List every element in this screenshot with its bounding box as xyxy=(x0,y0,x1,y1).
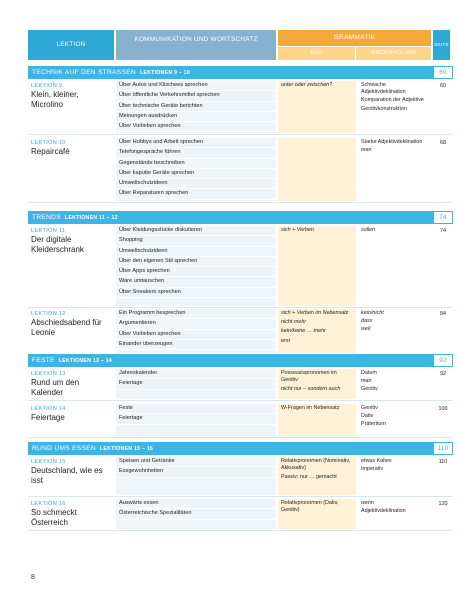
lesson-row xyxy=(28,138,453,201)
lesson-page: 84 xyxy=(440,311,446,317)
lesson-row xyxy=(28,457,453,495)
grammatik-wiederholung-item: Präteritum xyxy=(361,421,386,428)
grammatik-wiederholung-cell xyxy=(359,499,431,515)
lesson-cell xyxy=(28,81,110,109)
kommunikation-item: Essgewohnheiten xyxy=(116,467,276,477)
lesson-title: So schmeckt Österreich xyxy=(31,508,77,527)
grammatik-neu-cell xyxy=(278,457,356,495)
kommunikation-cell xyxy=(116,499,276,529)
grammatik-wiederholung-cell xyxy=(359,81,431,113)
row-divider xyxy=(28,307,453,308)
kommunikation-item: Über Apps sprechen xyxy=(116,267,276,277)
lesson-number: LEKTION 15 xyxy=(31,459,66,465)
grammatik-wiederholung-item: Genitivkonstruktion xyxy=(361,105,407,112)
grammatik-neu-item: erst xyxy=(281,337,290,344)
kommunikation-item: Gegenstände beschreiben xyxy=(116,159,276,169)
topic-page: 92 xyxy=(433,354,453,367)
lesson-row xyxy=(28,499,453,529)
grammatik-neu-item: W-Fragen im Nebensatz xyxy=(281,405,340,411)
grammatik-neu-cell xyxy=(278,404,356,436)
grammatik-wiederholung-item: Datum xyxy=(361,370,377,376)
row-divider xyxy=(28,400,453,401)
kommunikation-cell xyxy=(116,81,276,133)
lesson-row xyxy=(28,81,453,133)
grammatik-neu-item: sich + Verben im Nebensatz xyxy=(281,310,349,316)
grammatik-neu-cell xyxy=(278,309,356,353)
grammatik-wiederholung-item: Starke Adjektivdeklination xyxy=(361,139,423,145)
grammatik-wiederholung-item: kein/nicht xyxy=(361,310,384,316)
grammatik-wiederholung-cell xyxy=(359,138,431,154)
grammatik-neu-item: kein/keine … mehr xyxy=(281,328,326,335)
topic-lessons: LEKTIONEN 13 – 14 xyxy=(58,358,112,364)
row-divider xyxy=(28,437,453,438)
row-divider xyxy=(28,202,453,203)
kommunikation-cell xyxy=(116,457,276,495)
topic-title: FESTE xyxy=(32,357,55,364)
lesson-number: LEKTION 12 xyxy=(31,311,66,317)
kommunikation-item: Über Hobbys und Arbeit sprechen xyxy=(116,138,276,148)
grammatik-wiederholung-item: sollen xyxy=(361,227,376,233)
topic-lessons: LEKTIONEN 11 – 12 xyxy=(64,215,118,221)
header-kommunikation: KOMMUNIKATION UND WORTSCHATZ xyxy=(116,30,276,60)
grammatik-wiederholung-item: man xyxy=(361,378,372,385)
lesson-row xyxy=(28,369,453,399)
grammatik-neu-item: nicht mehr xyxy=(281,319,307,326)
grammatik-wiederholung-item: dass xyxy=(361,318,373,325)
lesson-cell xyxy=(28,499,110,527)
lesson-page: 68 xyxy=(440,140,446,146)
kommunikation-item: Telefongespräche führen xyxy=(116,148,276,158)
lesson-cell xyxy=(28,369,110,397)
lesson-number: LEKTION 10 xyxy=(31,140,66,146)
lesson-title: Abschiedsabend für Leonie xyxy=(31,318,102,337)
lesson-page: 120 xyxy=(438,501,448,507)
kommunikation-item: Über Autos und Klischees sprechen xyxy=(116,81,276,91)
lesson-cell xyxy=(28,138,110,157)
grammatik-wiederholung-item: Imperativ xyxy=(361,466,384,473)
contents-table xyxy=(28,30,449,527)
grammatik-wiederholung-cell xyxy=(359,457,431,473)
grammatik-neu-item: Relativpronomen (Dativ, Genitiv) xyxy=(281,500,339,514)
grammatik-neu-cell xyxy=(278,81,356,133)
lesson-cell xyxy=(28,226,110,254)
lesson-title: Deutschland, wie es isst xyxy=(31,466,103,485)
header-grammatik: GRAMMATIK xyxy=(278,30,431,46)
lesson-title: Rund um den Kalender xyxy=(31,378,80,397)
kommunikation-item: Jahreskalender xyxy=(116,369,276,379)
kommunikation-item: Umweltschutzideen xyxy=(116,179,276,189)
kommunikation-item: Über kaputte Geräte sprechen xyxy=(116,169,276,179)
kommunikation-item: Umweltschutzideen xyxy=(116,247,276,257)
kommunikation-cell xyxy=(116,309,276,353)
grammatik-neu-item: sich + Verben xyxy=(281,227,314,233)
lesson-page: 110 xyxy=(438,459,448,465)
grammatik-wiederholung-item: Genitiv xyxy=(361,405,378,411)
lesson-row xyxy=(28,404,453,436)
topic-page: 110 xyxy=(433,442,453,455)
grammatik-neu-item: Relativpronomen (Nominativ, Akkusativ) xyxy=(281,458,351,472)
topic-title: TRENDS xyxy=(32,214,61,221)
topic-title: TECHNIK AUF DEN STRASSEN xyxy=(32,69,136,76)
lesson-title: Klein, kleiner, Microlino xyxy=(31,90,79,109)
kommunikation-cell xyxy=(116,138,276,201)
kommunikation-item: Einander überzeugen xyxy=(116,340,276,350)
topic-title: RUND UMS ESSEN xyxy=(32,445,96,452)
grammatik-wiederholung-item: Adjektivdeklination xyxy=(361,508,406,515)
kommunikation-item: Über Vorlieben sprechen xyxy=(116,122,276,132)
kommunikation-item: Auswärts essen xyxy=(116,499,276,509)
grammatik-wiederholung-item: wenn xyxy=(361,500,374,506)
header-seite: SEITE xyxy=(433,30,450,60)
kommunikation-item: Feiertage xyxy=(116,414,276,424)
kommunikation-item: Über Kleidungsstücke diskutieren xyxy=(116,226,276,236)
kommunikation-item: Über den eigenen Stil sprechen xyxy=(116,257,276,267)
lesson-cell xyxy=(28,457,110,485)
lesson-number: LEKTION 13 xyxy=(31,371,66,377)
kommunikation-item: Speisen und Getränke xyxy=(116,457,276,467)
page-number: 8 xyxy=(31,574,35,581)
topic-lessons: LEKTIONEN 9 – 10 xyxy=(139,70,190,76)
topic-bar xyxy=(28,66,453,79)
lesson-page: 74 xyxy=(440,228,446,234)
row-divider xyxy=(28,530,453,531)
topic-bar xyxy=(28,211,453,224)
grammatik-wiederholung-item: weil xyxy=(361,326,371,333)
kommunikation-item: Über öffentliche Verkehrsmittel sprechen xyxy=(116,91,276,101)
lesson-row xyxy=(28,226,453,306)
grammatik-neu-cell xyxy=(278,499,356,529)
grammatik-wiederholung-item: Dativ xyxy=(361,413,374,420)
kommunikation-item: Meinungen ausdrücken xyxy=(116,112,276,122)
lesson-page: 100 xyxy=(438,406,448,412)
header-wiederholung: WIEDERHOLUNG xyxy=(356,47,431,60)
lesson-number: LEKTION 14 xyxy=(31,406,66,412)
lesson-cell xyxy=(28,309,110,337)
kommunikation-cell xyxy=(116,404,276,436)
row-divider xyxy=(28,496,453,497)
kommunikation-cell xyxy=(116,226,276,306)
lesson-number: LEKTION 9 xyxy=(31,83,63,89)
grammatik-wiederholung-item: etwas Kaltes xyxy=(361,458,392,464)
topic-lessons: LEKTIONEN 15 – 16 xyxy=(99,446,154,452)
lesson-title: Repaircafé xyxy=(31,147,70,156)
grammatik-neu-cell xyxy=(278,226,356,306)
kommunikation-item: Über Sneakers sprechen xyxy=(116,288,276,298)
row-divider xyxy=(28,134,453,135)
kommunikation-item: Über Reparaturen sprechen xyxy=(116,189,276,199)
kommunikation-item: Feiertage xyxy=(116,379,276,389)
lesson-page: 60 xyxy=(440,83,446,89)
topic-bar xyxy=(28,442,453,455)
lesson-row xyxy=(28,309,453,353)
grammatik-wiederholung-item: Schwache Adjektivdeklination xyxy=(361,82,406,96)
grammatik-neu-item: Passiv: nur … gemacht xyxy=(281,474,337,481)
kommunikation-item: Shopping xyxy=(116,236,276,246)
grammatik-wiederholung-cell xyxy=(359,309,431,334)
kommunikation-item: Über technische Geräte berichten xyxy=(116,102,276,112)
kommunikation-item: Ein Programm besprechen xyxy=(116,309,276,319)
header-neu: NEU xyxy=(278,47,355,60)
lesson-cell xyxy=(28,404,110,423)
grammatik-wiederholung-item: Komparation der Adjektive xyxy=(361,97,424,104)
grammatik-neu-item: nicht nur – sondern auch xyxy=(281,386,341,393)
grammatik-neu-cell xyxy=(278,138,356,201)
grammatik-neu-cell xyxy=(278,369,356,399)
grammatik-neu-item: unter oder zwischen? xyxy=(281,82,333,88)
kommunikation-item: Feste xyxy=(116,404,276,414)
grammatik-neu-item: Possessivpronomen im Genitiv xyxy=(281,370,337,384)
lesson-title: Der digitale Kleiderschrank xyxy=(31,235,84,254)
kommunikation-item: Österreichische Spezialitäten xyxy=(116,509,276,519)
kommunikation-cell xyxy=(116,369,276,399)
kommunikation-item: Ware umtauschen xyxy=(116,277,276,287)
topic-page: 74 xyxy=(433,211,453,224)
grammatik-wiederholung-cell xyxy=(359,369,431,394)
kommunikation-item: Über Vorlieben sprechen xyxy=(116,330,276,340)
grammatik-wiederholung-item: Genitiv xyxy=(361,386,378,393)
topic-page: 60 xyxy=(433,66,453,79)
header-lektion: LEKTION xyxy=(28,30,114,60)
grammatik-wiederholung-cell xyxy=(359,404,431,429)
grammatik-wiederholung-cell xyxy=(359,226,431,234)
lesson-page: 92 xyxy=(440,371,446,377)
grammatik-wiederholung-item: man xyxy=(361,147,372,154)
lesson-title: Feiertage xyxy=(31,413,65,422)
kommunikation-item: Argumentieren xyxy=(116,319,276,329)
lesson-number: LEKTION 16 xyxy=(31,501,66,507)
topic-bar xyxy=(28,354,453,367)
lesson-number: LEKTION 11 xyxy=(31,228,66,234)
